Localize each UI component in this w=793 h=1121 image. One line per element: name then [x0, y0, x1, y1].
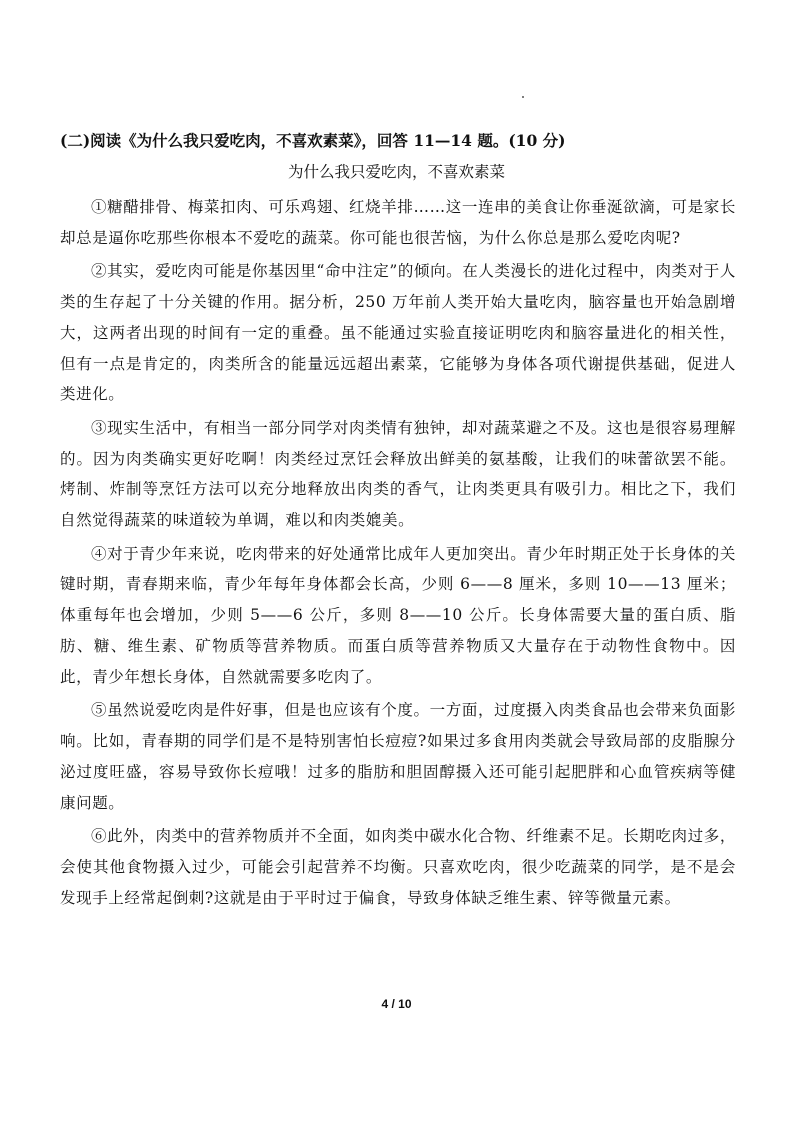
paragraph-2: ②其实，爱吃肉可能是你基因里“命中注定”的倾向。在人类漫长的进化过程中，肉类对于人类的生存起了十分关键的作用。据分析，250 万年前人类开始大量吃肉，脑容量也开始急剧增大，这两者出现的时间有一定的重叠。虽不能通过实验直接证明吃肉和脑容量进化的相关性，但有一点是肯定的，肉类所含的能量远远超出素菜，它能够为身体各项代谢提供基础，促进人类进化。: [60, 262, 736, 404]
section-header: (二)阅读《为什么我只爱吃肉，不喜欢素菜》，回答 11—14 题。(10 分): [60, 131, 566, 150]
stray-dot: [522, 96, 524, 98]
paragraph-3: ③现实生活中，有相当一部分同学对肉类情有独钟，却对蔬菜避之不及。这也是很容易理解的。因为肉类确实更好吃啊！肉类经过烹饪会释放出鲜美的氨基酸，让我们的味蕾欲罢不能。烤制、炸制等烹饪方法可以充分地释放出肉类的香气，让肉类更具有吸引力。相比之下，我们自然觉得蔬菜的味道较为单调，难以和肉类媲美。: [60, 418, 736, 530]
article-body: [60, 192, 736, 916]
article-title: 为什么我只爱吃肉，不喜欢素菜: [287, 163, 505, 181]
paragraph-1: ①糖醋排骨、梅菜扣肉、可乐鸡翅、红烧羊排……这一连串的美食让你垂涎欲滴，可是家长却总是逼你吃那些你根本不爱吃的蔬菜。你可能也很苦恼，为什么你总是那么爱吃肉呢?: [60, 198, 736, 247]
paragraph-6: ⑥此外，肉类中的营养物质并不全面，如肉类中碳水化合物、纤维素不足。长期吃肉过多，会使其他食物摄入过少，可能会引起营养不均衡。只喜欢吃肉，很少吃蔬菜的同学，是不是会发现手上经常起倒刺?这就是由于平时过于偏食，导致身体缺乏维生素、锌等微量元素。: [60, 826, 736, 907]
page-number: 4 / 10: [381, 997, 412, 1011]
paragraph-5: ⑤虽然说爱吃肉是件好事，但是也应该有个度。一方面，过度摄入肉类食品也会带来负面影响。比如，青春期的同学们是不是特别害怕长痘痘?如果过多食用肉类就会导致局部的皮脂腺分泌过度旺盛，容易导致你长痘哦！过多的脂肪和胆固醇摄入还可能引起肥胖和心血管疾病等健康问题。: [60, 701, 736, 812]
paragraph-4: ④对于青少年来说，吃肉带来的好处通常比成年人更加突出。青少年时期正处于长身体的关键时期，青春期来临，青少年每年身体都会长高，少则 6——8 厘米，多则 10——13 厘米；体重每年也会增加，少则 5——6 公斤，多则 8——10 公斤。长身体需要大量的蛋白质、脂肪、糖、维生素、矿物质等营养物质。而蛋白质等营养物质又大量存在于动物性食物中。因此，青少年想长身体，自然就需要多吃肉了。: [60, 544, 736, 686]
